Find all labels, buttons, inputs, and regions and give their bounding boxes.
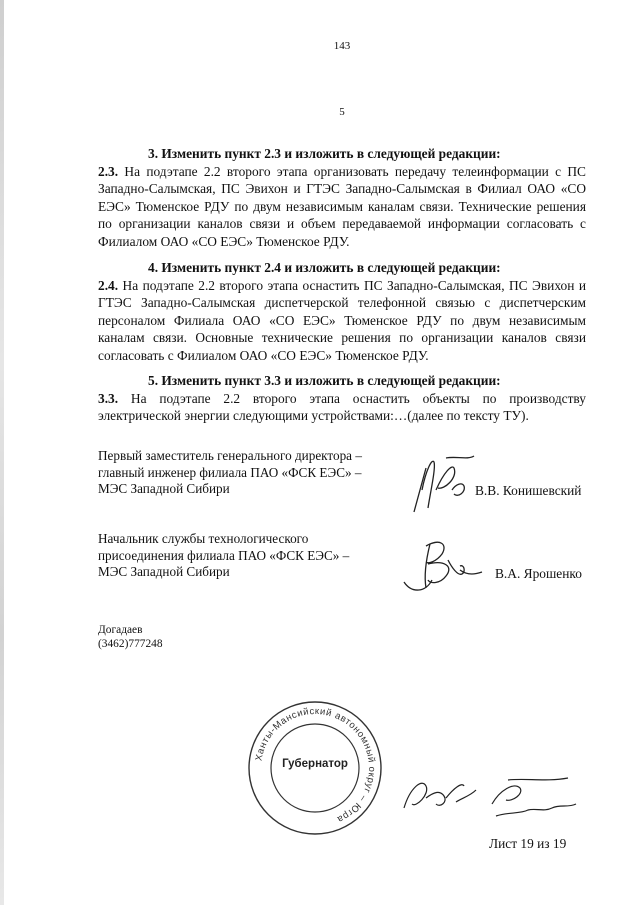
section-heading: 3. Изменить пункт 2.3 и изложить в следующей редакции: (148, 146, 501, 161)
section-body (98, 277, 586, 365)
section-item-3 (98, 145, 586, 251)
contact-phone: (3462)777248 (98, 638, 163, 650)
title-line: МЭС Западной Сибири (98, 564, 230, 580)
signature-1-icon (392, 450, 482, 520)
section-item-4 (98, 259, 586, 365)
sheet-label: Лист 19 из 19 (489, 836, 567, 851)
contact-name: Догадаев (98, 624, 143, 636)
clause-number: 2.4. (98, 277, 119, 293)
contact-block (98, 623, 163, 651)
clause-text: На подэтапе 2.2 второго этапа организовать передачу телеинформации с ПС Западно-Салымская, ПС Эвихон и ГТЭС Западно-Салымская в Филиал ОАО «СО ЕЭС» Тюменское РДУ по двум независимым каналам связи. Технические решения по организации каналов связи и объем передаваемой информации согласовать с Филиалом ОАО «СО ЕЭС» Тюменское РДУ. (98, 163, 586, 249)
title-line: Первый заместитель генерального директора – (98, 448, 362, 463)
title-line: МЭС Западной Сибири (98, 481, 230, 497)
signatory-title-1 (98, 448, 362, 498)
signatory-title-2 (98, 531, 349, 581)
page-number-sub: 5 (339, 106, 345, 118)
page-number-top: 143 (333, 40, 351, 52)
section-body (98, 390, 586, 425)
title-line: Начальник службы технологического (98, 531, 309, 546)
svg-text:Ханты-Мансийский автономный ок: Ханты-Мансийский автономный округ – Югра (253, 705, 378, 825)
clause-number: 2.3. (98, 163, 119, 179)
signatory-name-2: В.А. Ярошенко (495, 566, 582, 581)
stamp-center-text: Губернатор (282, 758, 348, 770)
section-item-5 (98, 372, 586, 425)
signatory-name-1: В.В. Конишевский (475, 483, 582, 498)
clause-number: 3.3. (98, 390, 119, 406)
section-body (98, 163, 586, 251)
signature-2-icon (396, 530, 486, 598)
handwritten-initials-icon (396, 768, 586, 828)
section-heading: 5. Изменить пункт 3.3 и изложить в следующей редакции: (148, 373, 501, 388)
title-line: главный инженер филиала ПАО «ФСК ЕЭС» – (98, 464, 362, 480)
clause-text: На подэтапе 2.2 второго этапа оснастить ПС Западно-Салымская, ПС Эвихон и ГТЭС Западно-Салымская диспетчерской телефонной связью с диспетчерским персоналом Филиала ОАО «СО ЕЭС» Тюменское РДУ по двум независимым каналам связи. Основные технические решения по организации каналов связи согласовать с Филиалом ОАО «СО ЕЭС» Тюменское РДУ. (98, 277, 586, 363)
scan-edge (0, 0, 4, 905)
section-heading: 4. Изменить пункт 2.4 и изложить в следующей редакции: (148, 260, 501, 275)
title-line: присоединения филиала ПАО «ФСК ЕЭС» – (98, 547, 350, 563)
clause-text: На подэтапе 2.2 второго этапа оснастить объекты по производству электрической энергии следующими устройствами:…(далее по тексту ТУ). (98, 390, 586, 424)
